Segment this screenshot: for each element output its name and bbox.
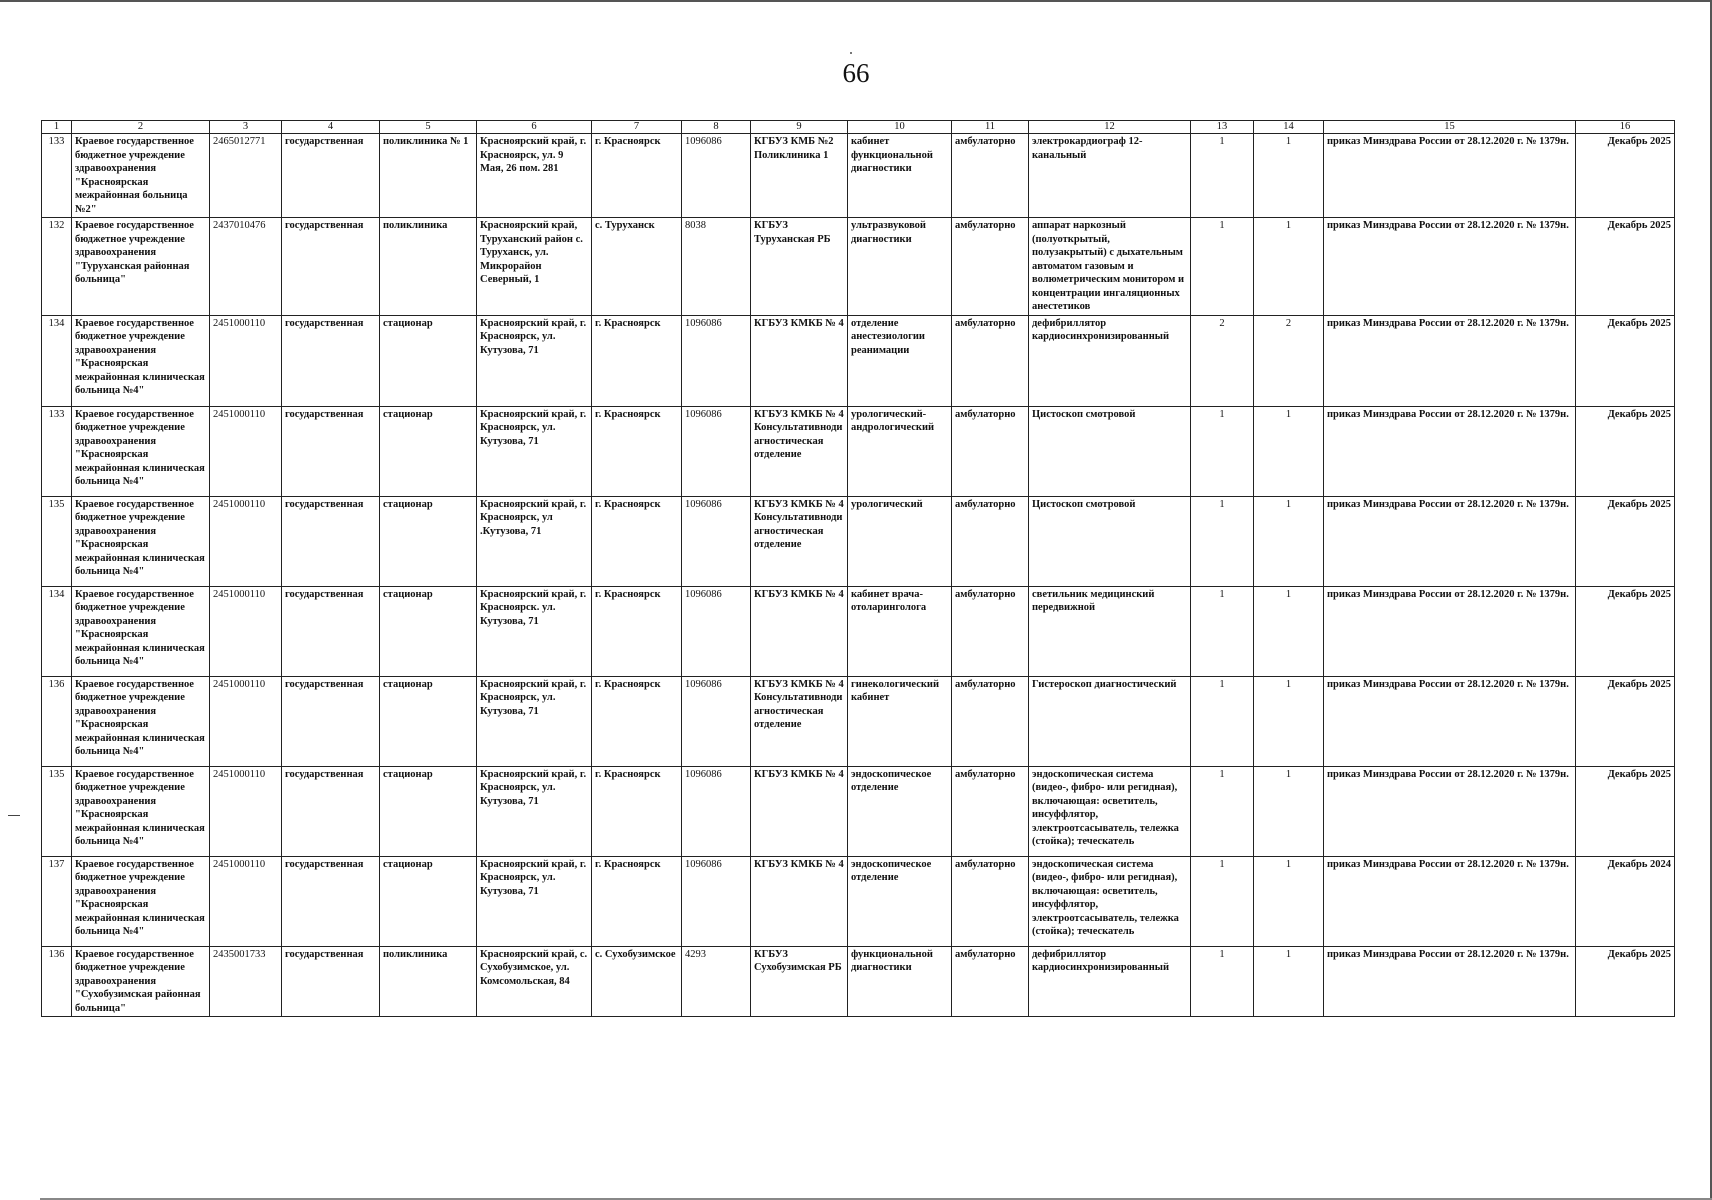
structural-unit-cell: КГБУЗ Сухобузимская РБ (751, 946, 848, 1017)
population-cell: 1096086 (682, 134, 751, 218)
facility-address-cell: Красноярский край, г. Красноярск, ул. Кутузова, 71 (477, 856, 592, 946)
locality-cell: г. Красноярск (592, 134, 682, 218)
ownership-form-cell: государственная (282, 496, 380, 586)
regulatory-basis-cell: приказ Минздрава России от 28.12.2020 г. № 1379н. (1324, 134, 1576, 218)
row-number-cell: 133 (42, 406, 72, 496)
equipment-name-cell: электрокардиограф 12-канальный (1029, 134, 1191, 218)
row-number-cell: 132 (42, 218, 72, 316)
delivery-date-cell: Декабрь 2025 (1576, 315, 1675, 406)
column-header: 1 (42, 121, 72, 134)
table-row (42, 218, 1675, 316)
row-number-cell: 134 (42, 586, 72, 676)
inn-code-cell: 2435001733 (210, 946, 282, 1017)
department-cell: функциональной диагностики (848, 946, 952, 1017)
locality-cell: г. Красноярск (592, 496, 682, 586)
column-header: 5 (380, 121, 477, 134)
facility-type-cell: стационар (380, 586, 477, 676)
quantity-needed-cell: 1 (1191, 856, 1254, 946)
organization-name-cell: Краевое государственное бюджетное учреждение здравоохранения "Туруханская районная больница" (72, 218, 210, 316)
facility-address-cell: Красноярский край, г. Красноярск, ул. Кутузова, 71 (477, 676, 592, 766)
structural-unit-cell: КГБУЗ КМКБ № 4 Консультативноди агностическая отделение (751, 496, 848, 586)
population-cell: 4293 (682, 946, 751, 1017)
department-cell: эндоскопическое отделение (848, 766, 952, 856)
column-header: 11 (952, 121, 1029, 134)
inn-code-cell: 2451000110 (210, 406, 282, 496)
care-mode-cell: амбулаторно (952, 315, 1029, 406)
equipment-name-cell: эндоскопическая система (видео-, фибро- или регидная), включающая: осветитель, инсуффлятор, электроотсасыватель, тележка (стойка); теческатель (1029, 856, 1191, 946)
locality-cell: г. Красноярск (592, 766, 682, 856)
equipment-name-cell: Цистоскоп смотровой (1029, 496, 1191, 586)
care-mode-cell: амбулаторно (952, 496, 1029, 586)
table-row (42, 496, 1675, 586)
ownership-form-cell: государственная (282, 134, 380, 218)
organization-name-cell: Краевое государственное бюджетное учреждение здравоохранения "Красноярская межрайонная клиническая больница №4" (72, 496, 210, 586)
quantity-planned-cell: 1 (1254, 586, 1324, 676)
scan-mark (8, 815, 20, 816)
facility-address-cell: Красноярский край, г. Красноярск, ул. Кутузова, 71 (477, 315, 592, 406)
care-mode-cell: амбулаторно (952, 766, 1029, 856)
inn-code-cell: 2451000110 (210, 496, 282, 586)
structural-unit-cell: КГБУЗ КМКБ № 4 Консультативноди агностическая отделение (751, 676, 848, 766)
organization-name-cell: Краевое государственное бюджетное учреждение здравоохранения "Красноярская межрайонная клиническая больница №4" (72, 766, 210, 856)
organization-name-cell: Краевое государственное бюджетное учреждение здравоохранения "Красноярская межрайонная клиническая больница №4" (72, 406, 210, 496)
regulatory-basis-cell: приказ Минздрава России от 28.12.2020 г. № 1379н. (1324, 218, 1576, 316)
structural-unit-cell: КГБУЗ КМКБ № 4 (751, 856, 848, 946)
department-cell: урологический (848, 496, 952, 586)
facility-address-cell: Красноярский край, г. Красноярск. ул. Кутузова, 71 (477, 586, 592, 676)
quantity-planned-cell: 1 (1254, 766, 1324, 856)
structural-unit-cell: КГБУЗ Туруханская РБ (751, 218, 848, 316)
locality-cell: с. Туруханск (592, 218, 682, 316)
care-mode-cell: амбулаторно (952, 134, 1029, 218)
facility-address-cell: Красноярский край, г. Красноярск, ул. Кутузова, 71 (477, 406, 592, 496)
row-number-cell: 136 (42, 946, 72, 1017)
equipment-name-cell: эндоскопическая система (видео-, фибро- или регидная), включающая: осветитель, инсуффлятор, электроотсасыватель, тележка (стойка); теческатель (1029, 766, 1191, 856)
column-header: 14 (1254, 121, 1324, 134)
structural-unit-cell: КГБУЗ КМКБ № 4 Консультативноди агностическая отделение (751, 406, 848, 496)
locality-cell: г. Красноярск (592, 406, 682, 496)
facility-type-cell: стационар (380, 496, 477, 586)
row-number-cell: 135 (42, 766, 72, 856)
ownership-form-cell: государственная (282, 315, 380, 406)
locality-cell: г. Красноярск (592, 586, 682, 676)
equipment-register-table (41, 120, 1675, 1017)
column-header: 2 (72, 121, 210, 134)
department-cell: гинекологический кабинет (848, 676, 952, 766)
inn-code-cell: 2451000110 (210, 766, 282, 856)
column-header: 8 (682, 121, 751, 134)
ownership-form-cell: государственная (282, 676, 380, 766)
quantity-needed-cell: 1 (1191, 496, 1254, 586)
population-cell: 1096086 (682, 315, 751, 406)
organization-name-cell: Краевое государственное бюджетное учреждение здравоохранения "Красноярская межрайонная клиническая больница №4" (72, 856, 210, 946)
column-header: 15 (1324, 121, 1576, 134)
scan-dot (850, 52, 852, 54)
regulatory-basis-cell: приказ Минздрава России от 28.12.2020 г. № 1379н. (1324, 315, 1576, 406)
care-mode-cell: амбулаторно (952, 856, 1029, 946)
row-number-cell: 137 (42, 856, 72, 946)
table-body (42, 134, 1675, 1017)
inn-code-cell: 2465012771 (210, 134, 282, 218)
regulatory-basis-cell: приказ Минздрава России от 28.12.2020 г. № 1379н. (1324, 676, 1576, 766)
population-cell: 8038 (682, 218, 751, 316)
regulatory-basis-cell: приказ Минздрава России от 28.12.2020 г. № 1379н. (1324, 406, 1576, 496)
facility-type-cell: стационар (380, 676, 477, 766)
equipment-name-cell: светильник медицинский передвижной (1029, 586, 1191, 676)
department-cell: урологический-андрологический (848, 406, 952, 496)
ownership-form-cell: государственная (282, 218, 380, 316)
ownership-form-cell: государственная (282, 946, 380, 1017)
delivery-date-cell: Декабрь 2025 (1576, 406, 1675, 496)
facility-type-cell: поликлиника (380, 946, 477, 1017)
page-number: 66 (842, 58, 870, 88)
quantity-planned-cell: 2 (1254, 315, 1324, 406)
quantity-needed-cell: 2 (1191, 315, 1254, 406)
equipment-name-cell: Цистоскоп смотровой (1029, 406, 1191, 496)
facility-type-cell: поликлиника (380, 218, 477, 316)
quantity-planned-cell: 1 (1254, 134, 1324, 218)
regulatory-basis-cell: приказ Минздрава России от 28.12.2020 г. № 1379н. (1324, 586, 1576, 676)
organization-name-cell: Краевое государственное бюджетное учреждение здравоохранения "Красноярская межрайонная клиническая больница №4" (72, 586, 210, 676)
delivery-date-cell: Декабрь 2025 (1576, 134, 1675, 218)
structural-unit-cell: КГБУЗ КМКБ № 4 (751, 766, 848, 856)
population-cell: 1096086 (682, 676, 751, 766)
population-cell: 1096086 (682, 856, 751, 946)
quantity-needed-cell: 1 (1191, 134, 1254, 218)
equipment-name-cell: аппарат наркозный (полуоткрытый, полузакрытый) с дыхательным автоматом газовым и волюметрическим монитором и концентрации ингаляционных анестетиков (1029, 218, 1191, 316)
inn-code-cell: 2451000110 (210, 586, 282, 676)
quantity-needed-cell: 1 (1191, 218, 1254, 316)
page-frame-top (0, 0, 1712, 2)
delivery-date-cell: Декабрь 2025 (1576, 586, 1675, 676)
delivery-date-cell: Декабрь 2025 (1576, 496, 1675, 586)
column-header: 9 (751, 121, 848, 134)
delivery-date-cell: Декабрь 2025 (1576, 946, 1675, 1017)
care-mode-cell: амбулаторно (952, 218, 1029, 316)
quantity-planned-cell: 1 (1254, 676, 1324, 766)
inn-code-cell: 2451000110 (210, 676, 282, 766)
facility-type-cell: поликлиника № 1 (380, 134, 477, 218)
column-number-row (42, 121, 1675, 134)
equipment-name-cell: дефибриллятор кардиосинхронизированный (1029, 946, 1191, 1017)
row-number-cell: 135 (42, 496, 72, 586)
row-number-cell: 133 (42, 134, 72, 218)
facility-address-cell: Красноярский край, Туруханский район с. Туруханск, ул. Микрорайон Северный, 1 (477, 218, 592, 316)
organization-name-cell: Краевое государственное бюджетное учреждение здравоохранения "Красноярская межрайонная клиническая больница №4" (72, 315, 210, 406)
locality-cell: г. Красноярск (592, 856, 682, 946)
facility-address-cell: Красноярский край, г. Красноярск, ул. 9 Мая, 26 пом. 281 (477, 134, 592, 218)
population-cell: 1096086 (682, 406, 751, 496)
population-cell: 1096086 (682, 766, 751, 856)
organization-name-cell: Краевое государственное бюджетное учреждение здравоохранения "Красноярская межрайонная больница №2" (72, 134, 210, 218)
facility-type-cell: стационар (380, 856, 477, 946)
equipment-name-cell: Гистероскоп диагностический (1029, 676, 1191, 766)
population-cell: 1096086 (682, 586, 751, 676)
quantity-planned-cell: 1 (1254, 496, 1324, 586)
table-row (42, 946, 1675, 1017)
delivery-date-cell: Декабрь 2025 (1576, 218, 1675, 316)
delivery-date-cell: Декабрь 2024 (1576, 856, 1675, 946)
department-cell: отделение анестезиологии реанимации (848, 315, 952, 406)
column-header: 10 (848, 121, 952, 134)
care-mode-cell: амбулаторно (952, 586, 1029, 676)
column-header: 3 (210, 121, 282, 134)
quantity-planned-cell: 1 (1254, 856, 1324, 946)
facility-type-cell: стационар (380, 315, 477, 406)
structural-unit-cell: КГБУЗ КМБ №2 Поликлиника 1 (751, 134, 848, 218)
organization-name-cell: Краевое государственное бюджетное учреждение здравоохранения "Красноярская межрайонная клиническая больница №4" (72, 676, 210, 766)
structural-unit-cell: КГБУЗ КМКБ № 4 (751, 315, 848, 406)
row-number-cell: 136 (42, 676, 72, 766)
inn-code-cell: 2451000110 (210, 315, 282, 406)
table-row (42, 586, 1675, 676)
regulatory-basis-cell: приказ Минздрава России от 28.12.2020 г. № 1379н. (1324, 766, 1576, 856)
table-row (42, 856, 1675, 946)
locality-cell: с. Сухобузимское (592, 946, 682, 1017)
column-header: 16 (1576, 121, 1675, 134)
column-header: 7 (592, 121, 682, 134)
department-cell: ультразвуковой диагностики (848, 218, 952, 316)
locality-cell: г. Красноярск (592, 676, 682, 766)
quantity-needed-cell: 1 (1191, 946, 1254, 1017)
ownership-form-cell: государственная (282, 406, 380, 496)
quantity-needed-cell: 1 (1191, 676, 1254, 766)
facility-type-cell: стационар (380, 406, 477, 496)
facility-address-cell: Красноярский край, г. Красноярск, ул .Кутузова, 71 (477, 496, 592, 586)
column-header: 13 (1191, 121, 1254, 134)
locality-cell: г. Красноярск (592, 315, 682, 406)
quantity-planned-cell: 1 (1254, 406, 1324, 496)
ownership-form-cell: государственная (282, 856, 380, 946)
table-row (42, 406, 1675, 496)
regulatory-basis-cell: приказ Минздрава России от 28.12.2020 г. № 1379н. (1324, 856, 1576, 946)
facility-address-cell: Красноярский край, г. Красноярск, ул. Кутузова, 71 (477, 766, 592, 856)
population-cell: 1096086 (682, 496, 751, 586)
ownership-form-cell: государственная (282, 766, 380, 856)
facility-address-cell: Красноярский край, с. Сухобузимское, ул. Комсомольская, 84 (477, 946, 592, 1017)
care-mode-cell: амбулаторно (952, 676, 1029, 766)
table-row (42, 676, 1675, 766)
table-row (42, 315, 1675, 406)
care-mode-cell: амбулаторно (952, 406, 1029, 496)
quantity-needed-cell: 1 (1191, 586, 1254, 676)
quantity-needed-cell: 1 (1191, 406, 1254, 496)
delivery-date-cell: Декабрь 2025 (1576, 766, 1675, 856)
inn-code-cell: 2451000110 (210, 856, 282, 946)
inn-code-cell: 2437010476 (210, 218, 282, 316)
department-cell: кабинет врача-отоларинголога (848, 586, 952, 676)
delivery-date-cell: Декабрь 2025 (1576, 676, 1675, 766)
regulatory-basis-cell: приказ Минздрава России от 28.12.2020 г. № 1379н. (1324, 946, 1576, 1017)
quantity-needed-cell: 1 (1191, 766, 1254, 856)
regulatory-basis-cell: приказ Минздрава России от 28.12.2020 г. № 1379н. (1324, 496, 1576, 586)
row-number-cell: 134 (42, 315, 72, 406)
facility-type-cell: стационар (380, 766, 477, 856)
table-row (42, 134, 1675, 218)
equipment-name-cell: дефибриллятор кардиосинхронизированный (1029, 315, 1191, 406)
department-cell: кабинет функциональной диагностики (848, 134, 952, 218)
column-header: 4 (282, 121, 380, 134)
column-header: 12 (1029, 121, 1191, 134)
organization-name-cell: Краевое государственное бюджетное учреждение здравоохранения "Сухобузимская районная больница" (72, 946, 210, 1017)
column-header: 6 (477, 121, 592, 134)
quantity-planned-cell: 1 (1254, 946, 1324, 1017)
ownership-form-cell: государственная (282, 586, 380, 676)
quantity-planned-cell: 1 (1254, 218, 1324, 316)
table-row (42, 766, 1675, 856)
care-mode-cell: амбулаторно (952, 946, 1029, 1017)
structural-unit-cell: КГБУЗ КМКБ № 4 (751, 586, 848, 676)
department-cell: эндоскопическое отделение (848, 856, 952, 946)
